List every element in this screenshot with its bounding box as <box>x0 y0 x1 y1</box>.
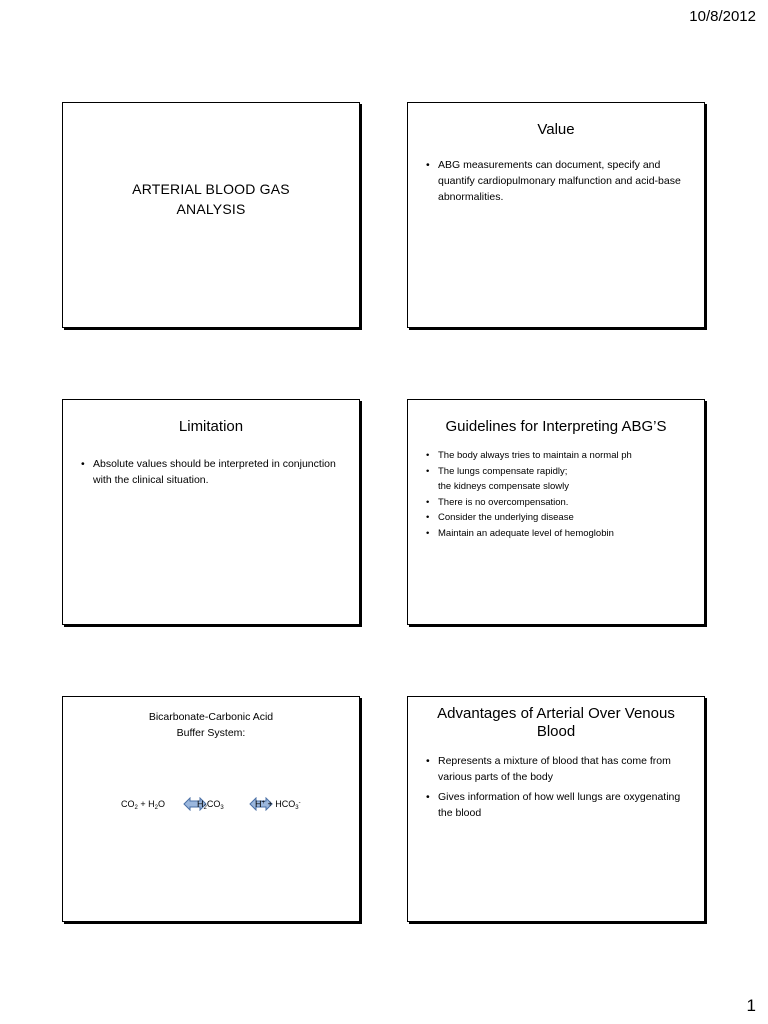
title-line-1: ARTERIAL BLOOD GAS <box>132 181 290 197</box>
slide-heading: Limitation <box>178 418 244 435</box>
list-item: • Absolute values should be interpreted in conjunction with the clinical situation. <box>81 456 347 488</box>
slide-heading: Guidelines for Interpreting ABG’S <box>445 418 667 435</box>
buffer-title-line-1: Bicarbonate-Carbonic Acid <box>148 711 274 723</box>
slide-advantages <box>407 696 705 922</box>
list-item: • The body always tries to maintain a normal ph <box>426 448 692 464</box>
slide-title <box>62 102 360 328</box>
slide-value <box>407 102 705 328</box>
page-date: 10/8/2012 <box>689 8 756 25</box>
bullet-list <box>63 456 359 488</box>
list-item: • Gives information of how well lungs are oxygenating the blood <box>426 789 692 821</box>
list-item: • Maintain an adequate level of hemoglobin <box>426 526 692 542</box>
presentation-title <box>63 179 359 219</box>
bullet-list <box>408 448 704 541</box>
buffer-title <box>63 709 359 741</box>
list-item: • The lungs compensate rapidly; <box>426 464 692 480</box>
slide-heading: Value <box>537 121 575 138</box>
list-item: • There is no overcompensation. <box>426 495 692 511</box>
title-line-2: ANALYSIS <box>176 201 246 217</box>
slide-buffer-system <box>62 696 360 922</box>
equation-carbonic-acid: $H_2CO_3$ <box>197 799 224 811</box>
page-number: 1 <box>746 996 756 1015</box>
buffer-equation <box>63 795 359 815</box>
buffer-title-line-2: Buffer System: <box>176 727 246 739</box>
slide-guidelines <box>407 399 705 625</box>
list-item: • Consider the underlying disease <box>426 510 692 526</box>
list-item: • Represents a mixture of blood that has come from various parts of the body <box>426 753 692 785</box>
bullet-list <box>408 753 704 821</box>
equation-products: $H^+ + HCO_3^-$ <box>255 799 301 811</box>
equation-reactants: $CO_2 + H_2O$ <box>121 799 165 811</box>
slide-limitation <box>62 399 360 625</box>
bullet-list <box>408 157 704 205</box>
slide-heading: Advantages of Arterial Over Venous Blood <box>437 705 675 740</box>
list-item: • ABG measurements can document, specify and quantify cardiopulmonary malfunction and acid-base abnormalities. <box>426 157 692 205</box>
list-item-continuation: the kidneys compensate slowly <box>438 481 569 492</box>
